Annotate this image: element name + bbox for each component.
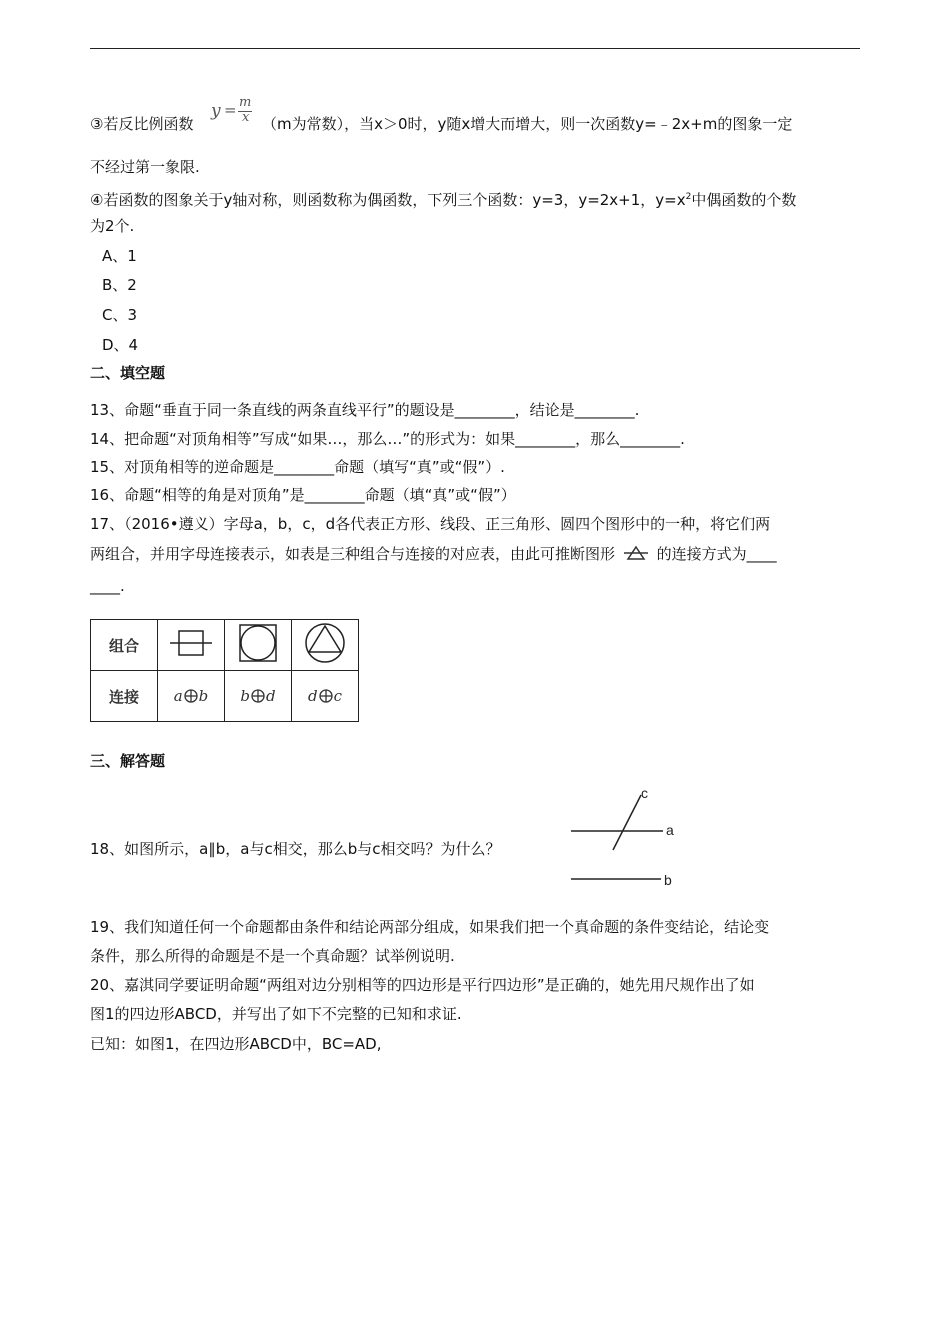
connection-d-c bbox=[292, 671, 359, 722]
question-15: 15、对顶角相等的逆命题是________命题（填写“真”或“假”）. bbox=[90, 458, 505, 476]
table-row-combination bbox=[91, 620, 359, 671]
question-17-line1: 17、（2016•遵义）字母a，b，c，d各代表正方形、线段、正三角形、圆四个图形中的一种，将它们两 bbox=[90, 515, 771, 533]
question-19-line2: 条件，那么所得的命题是不是一个真命题？试举例说明. bbox=[90, 947, 455, 965]
q12-item4-sup: 2 bbox=[685, 192, 692, 202]
header-rule bbox=[90, 48, 860, 49]
question-20-line3: 已知：如图1，在四边形ABCD中，BC=AD, bbox=[90, 1035, 382, 1053]
q12-item3-prefix: ③若反比例函数 bbox=[90, 115, 194, 133]
q12-item3-suffix: （m为常数），当x＞0时，y随x增大而增大，则一次函数y=﹣2x+m的图象一定 bbox=[262, 115, 793, 133]
combo-square-segment bbox=[158, 620, 225, 671]
question-17-line3: ____. bbox=[90, 577, 125, 595]
conn2-left: b bbox=[240, 687, 250, 705]
table-row-connection bbox=[91, 671, 359, 722]
conn1-right: b bbox=[198, 687, 209, 705]
square-circle-icon bbox=[233, 621, 283, 665]
triangle-segment-figure-icon bbox=[622, 543, 650, 563]
option-b: B、2 bbox=[102, 276, 137, 294]
formula-y: y bbox=[211, 101, 221, 121]
label-a: a bbox=[666, 822, 674, 838]
conn3-left: d bbox=[307, 687, 318, 705]
option-c: C、3 bbox=[102, 306, 138, 324]
row-label-combination: 组合 bbox=[91, 620, 158, 671]
question-20-line2: 图1的四边形ABCD，并写出了如下不完整的已知和求证. bbox=[90, 1005, 462, 1023]
question-20-line1: 20、嘉淇同学要证明命题“两组对边分别相等的四边形是平行四边形”是正确的，她先用尺规作出了如 bbox=[90, 976, 755, 994]
q12-item4-cont: 为2个. bbox=[90, 217, 135, 235]
circle-plus-icon bbox=[318, 688, 334, 704]
formula-denominator: x bbox=[242, 110, 250, 125]
option-d: D、4 bbox=[102, 336, 139, 354]
option-a: A、1 bbox=[102, 247, 137, 265]
q12-item4-a: ④若函数的图象关于y轴对称，则函数称为偶函数，下列三个函数：y=3，y=2x+1，y=x bbox=[90, 191, 686, 209]
conn1-left: a bbox=[173, 687, 183, 705]
circle-plus-icon bbox=[183, 688, 199, 704]
conn2-right: d bbox=[266, 687, 276, 705]
section2-title: 二、填空题 bbox=[90, 364, 166, 382]
question-18: 18、如图所示，a∥b，a与c相交，那么b与c相交吗？为什么？ bbox=[90, 840, 501, 858]
combination-table bbox=[90, 619, 359, 722]
question-13: 13、命题“垂直于同一条直线的两条直线平行”的题设是________，结论是________. bbox=[90, 401, 640, 419]
q12-item3-cont: 不经过第一象限. bbox=[90, 158, 200, 176]
combo-square-circle bbox=[225, 620, 292, 671]
line-c bbox=[613, 795, 641, 850]
question-17-line2b: 的连接方式为____ bbox=[656, 545, 777, 563]
connection-b-d bbox=[225, 671, 292, 722]
question-14: 14、把命题“对顶角相等”写成“如果…，那么…”的形式为：如果________，那么________. bbox=[90, 430, 685, 448]
connection-a-b bbox=[158, 671, 225, 722]
section3-title: 三、解答题 bbox=[90, 752, 166, 770]
row-label-connection: 连接 bbox=[91, 671, 158, 722]
label-c: c bbox=[641, 785, 648, 801]
square-segment-icon bbox=[166, 623, 216, 663]
formula-eq: = bbox=[224, 101, 237, 119]
question-16: 16、命题“相等的角是对顶角”是________命题（填“真”或“假”） bbox=[90, 486, 516, 504]
question-19-line1: 19、我们知道任何一个命题都由条件和结论两部分组成，如果我们把一个真命题的条件变结论，结论变 bbox=[90, 918, 770, 936]
q12-item3-line bbox=[90, 114, 193, 134]
question-17-line2 bbox=[90, 543, 777, 564]
conn3-right: c bbox=[333, 687, 342, 705]
question-17-line2a: 两组合，并用字母连接表示，如表是三种组合与连接的对应表，由此可推断图形 bbox=[90, 545, 616, 563]
label-b: b bbox=[664, 872, 672, 888]
circle-plus-icon bbox=[250, 688, 266, 704]
q12-item4-line bbox=[90, 187, 796, 210]
formula-numerator: m bbox=[239, 95, 252, 110]
q12-item4-b: 中偶函数的个数 bbox=[691, 191, 797, 209]
circle-triangle-icon bbox=[300, 621, 350, 665]
combo-circle-triangle bbox=[292, 620, 359, 671]
parallel-lines-figure bbox=[565, 783, 685, 893]
